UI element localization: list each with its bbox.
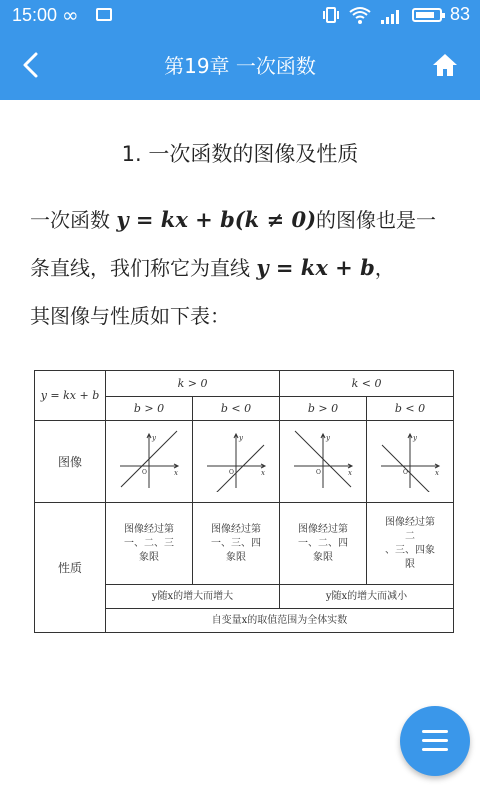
row-label-property: 性质: [35, 503, 106, 633]
graph-cell: [106, 421, 193, 503]
x-axis-label: x: [261, 469, 265, 477]
domain-note: 自变量x的取值范围为全体实数: [106, 609, 454, 633]
y-axis-label: y: [239, 434, 243, 442]
formula: y = kx + b(k ≠ 0): [116, 207, 317, 232]
formula: y = kx + b: [256, 255, 375, 280]
y-axis-label: y: [326, 434, 330, 442]
intro-text: 一次函数: [30, 208, 117, 232]
intro-line-3: 其图像与性质如下表：: [30, 304, 230, 328]
quadrant-cell: 图像经过第 一、二、四 象限: [280, 503, 367, 585]
quadrant-cell: 图像经过第 一、二、三 象限: [106, 503, 193, 585]
line-graph: [288, 428, 358, 492]
header-b-label: b < 0: [193, 397, 280, 421]
menu-icon: [422, 730, 448, 733]
properties-table: [34, 370, 454, 633]
y-axis-label: y: [152, 434, 156, 442]
section-heading: 1. 一次函数的图像及性质: [121, 142, 359, 166]
trend-increasing: y随x的增大而增大: [106, 585, 280, 609]
vibrate-icon: [322, 5, 340, 25]
nav-bar: [0, 32, 480, 100]
graph-cell: [367, 421, 454, 503]
home-icon[interactable]: [430, 50, 460, 80]
image-notification-icon: [96, 8, 112, 21]
header-b-label: b < 0: [367, 397, 454, 421]
intro-text: 条直线，我们称它为直线: [30, 256, 257, 280]
intro-text: 的图像也是一: [316, 208, 437, 232]
origin-label: O: [142, 469, 147, 476]
header-k-negative: k < 0: [280, 371, 454, 397]
graph-cell: [280, 421, 367, 503]
origin-label: O: [403, 469, 408, 476]
x-axis-label: x: [348, 469, 352, 477]
origin-label: O: [316, 469, 321, 476]
trend-decreasing: y随x的增大而减小: [280, 585, 454, 609]
status-bar: [0, 0, 480, 32]
wifi-icon: [348, 5, 372, 25]
x-axis-label: x: [174, 469, 178, 477]
battery-fill: [416, 12, 434, 18]
intro-text: ，: [374, 256, 395, 280]
y-axis-label: y: [413, 434, 417, 442]
header-b-label: b > 0: [106, 397, 193, 421]
line-graph: [114, 428, 184, 492]
header-k-positive: k > 0: [106, 371, 280, 397]
page-title: 第19章 一次函数: [164, 54, 316, 78]
menu-button[interactable]: [400, 706, 470, 776]
intro-line-1: [30, 196, 460, 244]
battery-icon: [412, 8, 442, 22]
signal-icon: [380, 5, 404, 25]
graph-cell: [193, 421, 280, 503]
header-b-label: b > 0: [280, 397, 367, 421]
line-graph: [201, 428, 271, 492]
status-time: 15:00: [12, 5, 58, 25]
table-corner-label: y = kx + b: [35, 371, 106, 421]
row-label-image: 图像: [35, 421, 106, 503]
origin-label: O: [229, 469, 234, 476]
quadrant-cell: 图像经过第 二 、三、四象 限: [367, 503, 454, 585]
infinity-icon: ∞: [62, 3, 79, 27]
battery-percent: 83: [449, 4, 470, 24]
quadrant-cell: 图像经过第 一、三、四 象限: [193, 503, 280, 585]
x-axis-label: x: [435, 469, 439, 477]
app-header: [0, 0, 480, 100]
intro-line-2: [30, 244, 460, 292]
line-graph: [375, 428, 445, 492]
